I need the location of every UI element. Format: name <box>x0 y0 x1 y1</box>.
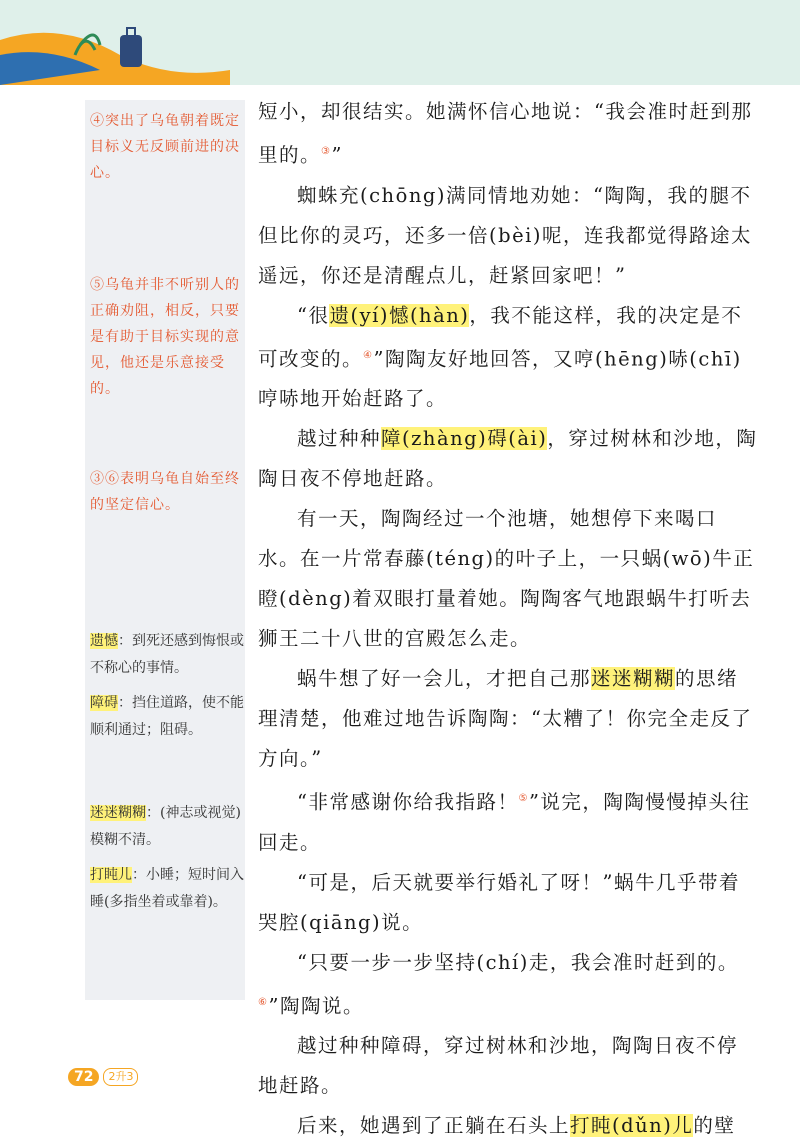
glossary-entry: 迷迷糊糊：(神志或视觉)模糊不清。 <box>90 805 241 848</box>
paragraph: “只要一步一步坚持(chí)走，我会准时赶到的。⑥”陶陶说。 <box>258 950 739 1017</box>
paragraph: “很遗(yí)憾(hàn)，我不能这样，我的决定是不可改变的。④”陶陶友好地回答，又哼(hēng)哧(chī)哼哧地开始赶路了。 <box>258 303 743 410</box>
story-text <box>258 92 758 1146</box>
margin-note-5: ⑤乌龟并非不听别人的正确劝阻，相反，只要是有助于目标实现的意见，他还是乐意接受的。 <box>90 277 240 397</box>
grade-badge: 2升3 <box>103 1068 138 1086</box>
paragraph: 蜘蛛充(chōng)满同情地劝她：“陶陶，我的腿不但比你的灵巧，还多一倍(bèi)呢，连我都觉得路途太遥远，你还是清醒点儿，赶紧回家吧！” <box>258 183 752 287</box>
paragraph: “非常感谢你给我指路！⑤”说完，陶陶慢慢掉头往回走。 <box>258 790 751 854</box>
glossary-entry: 障碍：挡住道路，使不能顺利通过；阻碍。 <box>90 695 244 738</box>
page-footer <box>68 1068 138 1086</box>
margin-note-4: ④突出了乌龟朝着既定目标义无反顾前进的决心。 <box>90 113 240 181</box>
paragraph: 有一天，陶陶经过一个池塘，她想停下来喝口水。在一片常春藤(téng)的叶子上，一只蜗(wō)牛正瞪(dèng)着双眼打量着她。陶陶客气地跟蜗牛打听去狮王二十八世的宫殿怎么走。 <box>258 507 755 650</box>
margin-note-3-6: ③⑥表明乌龟自始至终的坚定信心。 <box>90 471 240 513</box>
page-number: 72 <box>68 1068 99 1086</box>
glossary-entry: 遗憾：到死还感到悔恨或不称心的事情。 <box>90 633 244 676</box>
paragraph: 短小，却很结实。她满怀信心地说：“我会准时赶到那里的。③” <box>258 100 753 167</box>
paragraph: 越过种种障(zhàng)碍(ài)，穿过树林和沙地，陶陶日夜不停地赶路。 <box>258 427 758 490</box>
paragraph: 后来，她遇到了正躺在石头上打盹(dǔn)儿的壁 <box>297 1114 736 1137</box>
paragraph: “可是，后天就要举行婚礼了呀！”蜗牛几乎带着哭腔(qiāng)说。 <box>258 870 740 934</box>
paragraph: 越过种种障碍，穿过树林和沙地，陶陶日夜不停地赶路。 <box>258 1034 739 1097</box>
paragraph: 蜗牛想了好一会儿，才把自己那迷迷糊糊的思绪理清楚，他难过地告诉陶陶：“太糟了！你完全走反了方向。” <box>258 667 753 770</box>
glossary-entry: 打盹儿：小睡；短时间入睡(多指坐着或靠着)。 <box>90 867 244 910</box>
travel-illustration <box>0 0 230 85</box>
